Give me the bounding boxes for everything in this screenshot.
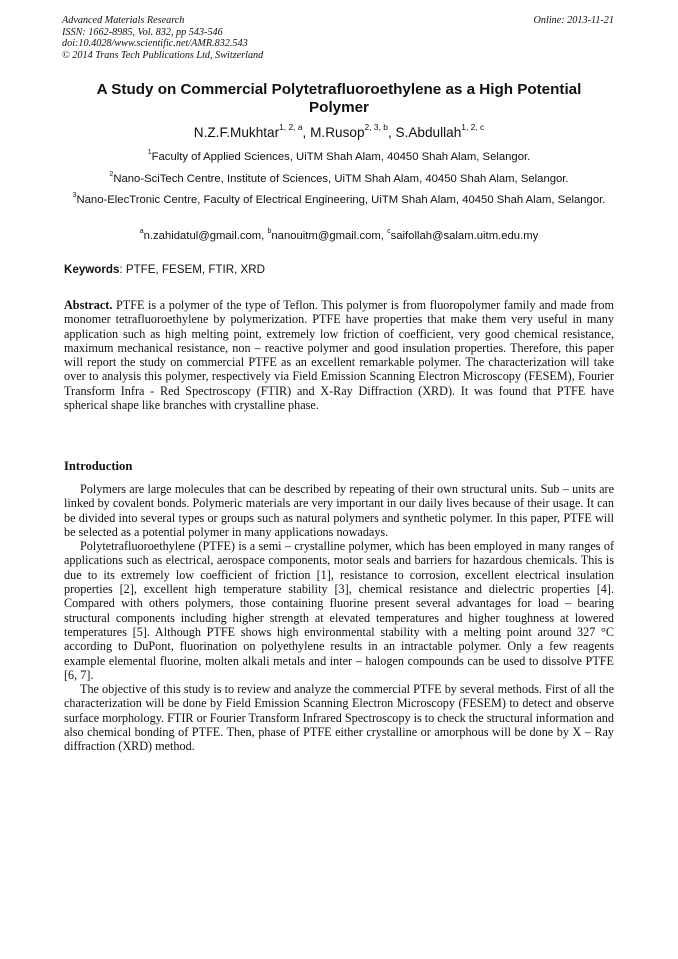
abstract-label: Abstract. [64, 298, 113, 312]
journal-name: Advanced Materials Research [62, 15, 185, 26]
author-name: M.Rusop [310, 125, 365, 140]
email-list: $^a$n.zahidatul@gmail.com, $^b$nanouitm@gmail.com, $^c$saifollah@salam.uitm.edu.my [139, 228, 539, 242]
introduction-paragraph: Polymers are large molecules that can be described by repeating of their own structural units. Sub – units are linked by covalent bonds. Polymeric materials are very important in our daily lives because of their usage. It can be divided into several types or groups such as natural polymers and synthetic polymer. In this paper, PTFE will be selected as a potential polymer in many applications nowadays. [64, 482, 614, 539]
introduction-heading: Introduction [64, 459, 133, 473]
affiliation-2: $^2$Nano-SciTech Centre, Institute of Sciences, UiTM Shah Alam, 40450 Shah Alam, Selangor. [109, 171, 569, 185]
author-name: N.Z.F.Mukhtar [193, 125, 280, 140]
email-link[interactable]: saifollah@salam.uitm.edu.my [390, 230, 539, 242]
copyright-line: © 2014 Trans Tech Publications Ltd, Switzerland [62, 49, 264, 61]
email-link[interactable]: nanouitm@gmail.com, [271, 230, 388, 242]
email-link[interactable]: n.zahidatul@gmail.com, [143, 230, 268, 242]
introduction-paragraph: Polytetrafluoroethylene (PTFE) is a semi – crystalline polymer, which has been employed in many ranges of applications such as electrical, aerospace components, motor seals and barriers for hazardous chemicals. This is due to its extremely low coefficient of friction [1], resistance to corrosion, excellent electrical insulation properties [2], excellent high temperature stability [3], chemical resistance and dielectric properties [4]. Compared with others polymers, those containing fluorine present several advantages for load – bearing structural components including higher strength at elevated temperatures and higher toughness at lowered temperatures [5]. Although PTFE shows high environmental stability with a melting point around 327 °C according to DuPont, fluorination on polyethylene results in an intractable polymer. Only a few reagents example elemental fluorine, molten alkali metals and inter – halogen compounds can be used to dissolve PTFE [6, 7]. [64, 539, 614, 682]
author-name: S.Abdullah [395, 125, 462, 140]
online-date: Online: 2013-11-21 [533, 15, 614, 26]
abstract-text: PTFE is a polymer of the type of Teflon. This polymer is from fluoropolymer family and made from monomer tetrafluoroethylene by polymerization. PTFE have properties that make them very useful in many application such as high melting point, extremely low friction of coefficient, very good chemical resistance, maximum mechanical resistance, non – reactive polymer and good insulation properties. Therefore, this paper will report the study on commercial PTFE as an excellent remarkable polymer. The characterization will take over to analysis this polymer, respectively via Field Emission Scanning Electron Microscopy (FESEM), Fourier Transform Infra - Red Spectroscopy (FTIR) and X-Ray Diffraction (XRD). It was found that PTFE have spherical shape like branches with crystalline phase. [64, 298, 614, 413]
introduction-body [64, 482, 614, 754]
author-list: N.Z.F.Mukhtar$^{1, 2, a}$, M.Rusop$^{2, 3, b}$, S.Abdullah$^{1, 2, c}$ [193, 122, 485, 140]
doi-line: doi:10.4028/www.scientific.net/AMR.832.543 [62, 38, 248, 50]
abstract-paragraph [64, 298, 614, 412]
keywords-label: Keywords [64, 263, 120, 276]
journal-header [62, 15, 263, 61]
issn-line: ISSN: 1662-8985, Vol. 832, pp 543-546 [62, 26, 223, 38]
keywords-line [64, 263, 265, 277]
affiliation-3: $^3$Nano-ElecTronic Centre, Faculty of Electrical Engineering, UiTM Shah Alam, 40450 Shah Alam, Selangor. [72, 192, 606, 206]
introduction-paragraph: The objective of this study is to review and analyze the commercial PTFE by several methods. First of all the characterization will be done by Field Emission Scanning Electron Microscopy (FESEM) to detect and observe surface morphology. FTIR or Fourier Transform Infrared Spectroscopy is to check the structural information and also chemical bonding of PTFE. Then, phase of PTFE either crystalline or amorphous will be done by X – Ray diffraction (XRD) method. [64, 682, 614, 754]
author-superscript: 1, 2, c [461, 122, 485, 133]
author-superscript: 1, 2, a [279, 122, 303, 133]
keywords-text: : PTFE, FESEM, FTIR, XRD [119, 263, 265, 276]
affiliation-1: $^1$Faculty of Applied Sciences, UiTM Shah Alam, 40450 Shah Alam, Selangor. [147, 149, 531, 163]
author-superscript: 2, 3, b [364, 122, 388, 133]
paper-title: A Study on Commercial Polytetrafluoroethylene as a High Potential Polymer [96, 81, 582, 116]
